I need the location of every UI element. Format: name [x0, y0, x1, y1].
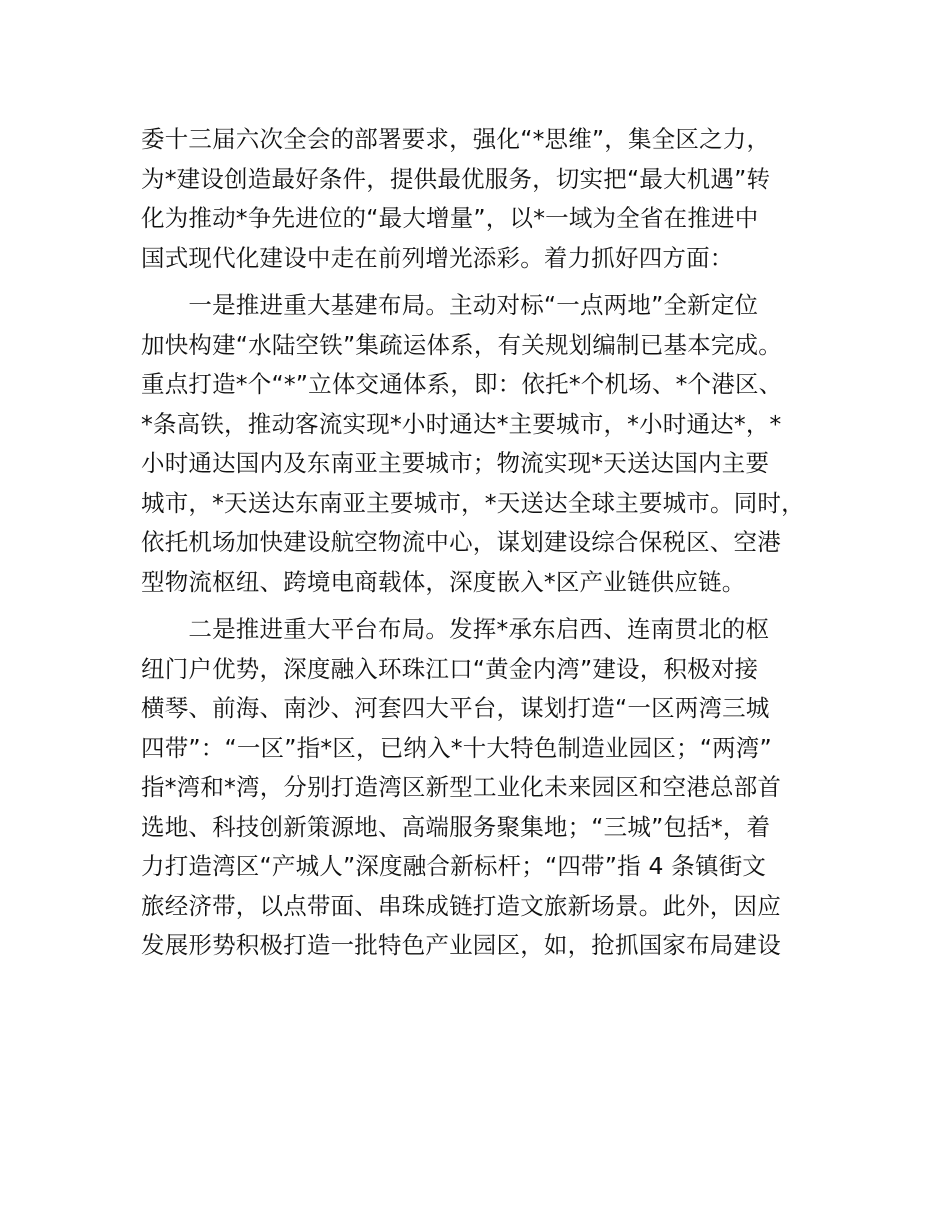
paragraph-gap [141, 278, 841, 286]
paragraph-2-line: 力打造湾区“产城人”深度融合新标杆；“四带”指 4 条镇街文 [141, 852, 767, 880]
document-body [141, 120, 841, 966]
paragraph-gap [141, 602, 841, 610]
paragraph-2-line: 旅经济带，以点带面、串珠成链打造文旅新场景。此外，因应 [141, 891, 781, 920]
text-line: 化为推动*争先进位的“最大增量”，以*一域为全省在推进中 [141, 204, 759, 232]
text-line: 国式现代化建设中走在前列增光添彩。着力抓好四方面： [141, 243, 734, 272]
paragraph-2-line: 四带”：“一区”指*区，已纳入*十大特色制造业园区；“两湾” [141, 733, 772, 762]
paragraph-1-line: 型物流枢纽、跨境电商载体，深度嵌入*区产业链供应链。 [141, 567, 746, 596]
paragraph-1-line: 加快构建“水陆空铁”集疏运体系，有关规划编制已基本完成。 [141, 330, 782, 359]
text-line: 委十三届六次全会的部署要求，强化“*思维”，集全区之力， [141, 125, 771, 153]
paragraph-2-line: 选地、科技创新策源地、高端服务聚集地；“三城”包括*，着 [141, 812, 771, 841]
paragraph-2-line: 纽门户优势，深度融入环珠江口“黄金内湾”建设，积极对接 [141, 654, 759, 683]
text-line: 为*建设创造最好条件，提供最优服务，切实把“最大机遇”转 [141, 164, 771, 193]
paragraph-2-line: 发展形势积极打造一批特色产业园区，如，抢抓国家布局建设 [141, 931, 781, 959]
paragraph-1-line: 城市，*天送达东南亚主要城市，*天送达全球主要城市。同时， [141, 488, 805, 517]
paragraph-2-line: 二是推进重大平台布局。发挥*承东启西、连南贯北的枢 [141, 615, 770, 643]
paragraph-1-line: *条高铁，推动客流实现*小时通达*主要城市，*小时通达*，* [141, 409, 782, 438]
paragraph-1-line: 一是推进重大基建布局。主动对标“一点两地”全新定位 [141, 291, 759, 319]
paragraph-1-line: 小时通达国内及东南亚主要城市；物流实现*天送达国内主要 [141, 449, 770, 477]
paragraph-1-line: 重点打造*个“*”立体交通体系，即：依托*个机场、*个港区、 [141, 370, 783, 398]
paragraph-2-line: 横琴、前海、南沙、河套四大平台，谋划打造“一区两湾三城 [141, 694, 770, 722]
paragraph-1-line: 依托机场加快建设航空物流中心，谋划建设综合保税区、空港 [141, 528, 781, 556]
paragraph-2-line: 指*湾和*湾，分别打造湾区新型工业化未来园区和空港总部首 [141, 773, 782, 801]
